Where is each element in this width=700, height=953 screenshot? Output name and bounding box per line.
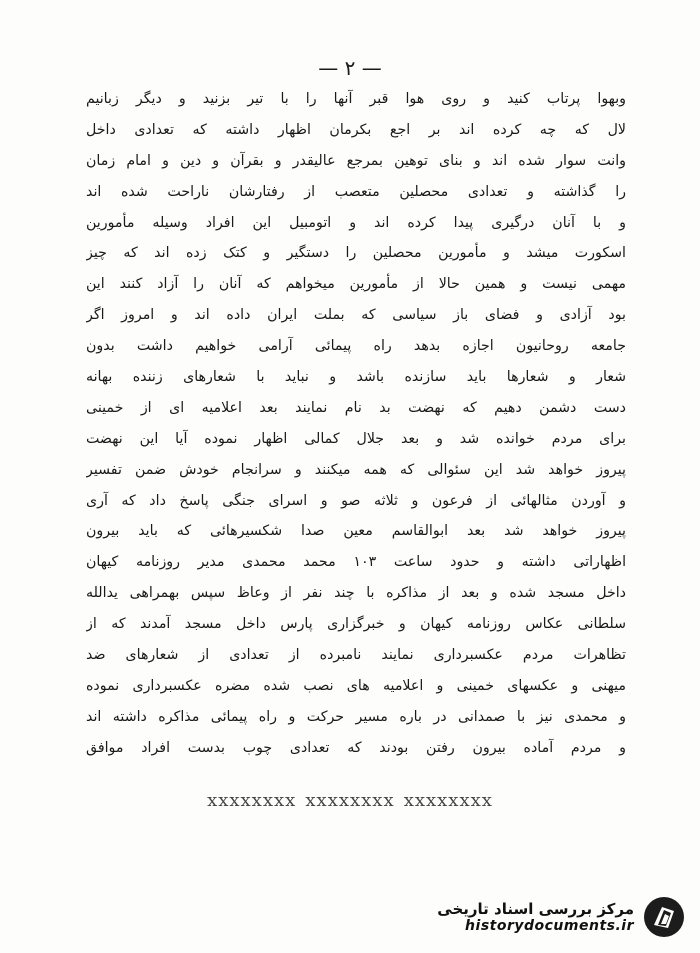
text-line: بود آزادی و فضای باز سیاسی که بملت ایران داده اند و امروز اگر xyxy=(86,307,626,324)
text-line: پیروز خواهد شد این سئوالی که همه میکنند و سرانجام خودش ضمن تفسیر xyxy=(86,461,626,478)
text-line: وانت سوار شده اند و بنای توهین بمرجع عالیقدر و بقرآن و دین و امام زمان xyxy=(86,152,626,169)
text-line: را گذاشته و تعدادی محصلین متعصب از رفتارشان ناراحت شده اند xyxy=(86,183,626,200)
text-line: تظاهرات مردم عکسبرداری نمایند نامبرده از تعدادی از شعارهای ضد xyxy=(86,647,626,664)
text-line: و مردم آماده بیرون رفتن بودند که تعدادی چوب بدست افراد موافق xyxy=(86,739,626,756)
watermark-url: historydocuments.ir xyxy=(465,918,634,934)
text-line: و محمدی نیز با صمدانی در باره مسیر حرکت و راه پیمائی مذاکره داشته اند xyxy=(86,708,626,725)
text-line: داخل مسجد شده و بعد از مذاکره با چند نفر از وعاظ سپس بهمراهی یدالله xyxy=(86,585,626,602)
text-line: جامعه روحانیون اجازه بدهد راه پیمائی آرامی خواهیم داشت بدون xyxy=(86,338,626,355)
text-line: دست دشمن دهیم که نهضت بد نام نمایند بعد اعلامیه ای از خمینی xyxy=(86,399,626,416)
text-line: سلطانی عکاس روزنامه کیهان و خبرگزاری پارس داخل مسجد آمدند که از xyxy=(86,616,626,633)
strike-mark: xxxxxxxx xyxy=(207,790,297,811)
text-line: و آوردن مثالهائی از فرعون و ثلاثه صو و اسرای جنگی پاسخ داد که آری xyxy=(86,492,626,509)
strike-mark: xxxxxxxx xyxy=(305,790,395,811)
watermark xyxy=(437,895,686,939)
text-line: وبهوا پرتاب کنید و روی هوا قبر آنها را با تیر بزنید و دیگر زبانیم xyxy=(86,91,626,107)
text-line: اظهاراتی داشته و حدود ساعت ۱۰۳ محمد محمدی مدیر روزنامه کیهان xyxy=(86,554,626,571)
watermark-text xyxy=(437,900,634,934)
document-archive-icon xyxy=(642,895,686,939)
text-line: برای مردم خوانده شد و بعد جلال کمالی اظهار نموده آیا این نهضت xyxy=(86,430,626,447)
text-line: شعار و شعارها باید سازنده باشد و نباید با شعارهای زننده بهانه xyxy=(86,369,626,386)
text-line: لال که چه کرده اند بر اجع بکرمان اظهار داشته که تعدادی داخل xyxy=(86,121,626,138)
strike-mark: xxxxxxxx xyxy=(403,790,493,811)
text-line: میهنی و عکسهای خمینی و اعلامیه های نصب شده مضره عکسبرداری نموده xyxy=(86,677,626,694)
watermark-title: مرکز بررسی اسناد تاریخی xyxy=(437,900,634,918)
text-line: اسکورت میشد و مأمورین محصلین را دستگیر و کتک زده اند که چیز xyxy=(86,245,626,262)
text-line: پیروز خواهد شد بعد ابوالقاسم معین صدا شکسیرهائی که باید بیرون xyxy=(86,523,626,540)
text-line: و با آنان درگیری پیدا کرده اند و اتومبیل این افراد وسیله مأمورین xyxy=(86,214,626,231)
struck-out-marks xyxy=(0,790,700,811)
text-line: مهمی نیست و همین حالا از مأمورین میخواهم که آنان را آزاد کنند این xyxy=(86,276,626,293)
document-body xyxy=(86,84,626,764)
page-number: — ۲ — xyxy=(318,56,382,80)
